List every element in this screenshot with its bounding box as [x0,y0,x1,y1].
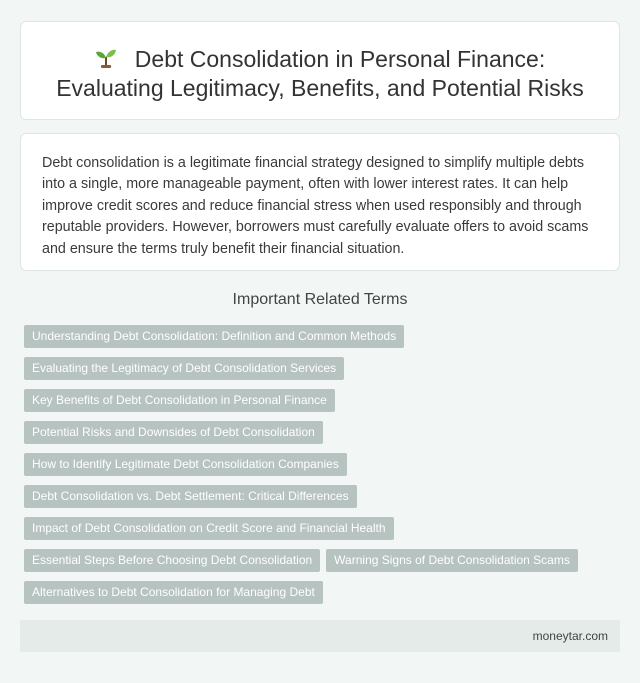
intro-card [20,133,620,271]
page-title [21,22,619,103]
intro-paragraph: Debt consolidation is a legitimate financial strategy designed to simplify multiple debts into a single, more manageable payment, often with lower interest rates. It can help improve credit scores and reduce financial stress when used responsibly and through reputable providers. However, borrowers must carefully evaluate offers to avoid scams and ensure the terms truly benefit their financial situation. [42,155,589,257]
related-terms-heading: Important Related Terms [232,291,408,308]
footer-site-link[interactable]: moneytar.com [532,629,608,643]
related-term-tag[interactable]: Essential Steps Before Choosing Debt Consolidation [24,549,320,572]
title-line-2: Evaluating Legitimacy, Benefits, and Potential Risks [56,75,584,101]
title-line-1: Debt Consolidation in Personal Finance: [134,46,546,72]
related-term-tag[interactable]: How to Identify Legitimate Debt Consolidation Companies [24,453,347,476]
sprout-icon [95,47,117,69]
related-term-tag[interactable]: Alternatives to Debt Consolidation for Managing Debt [24,581,323,604]
title-card [20,21,620,120]
related-term-tag[interactable]: Evaluating the Legitimacy of Debt Consolidation Services [24,357,344,380]
related-terms-list [24,325,620,613]
related-term-tag[interactable]: Impact of Debt Consolidation on Credit Score and Financial Health [24,517,394,540]
related-term-tag[interactable]: Debt Consolidation vs. Debt Settlement: Critical Differences [24,485,357,508]
related-term-tag[interactable]: Potential Risks and Downsides of Debt Consolidation [24,421,323,444]
related-term-tag[interactable]: Warning Signs of Debt Consolidation Scams [326,549,578,572]
related-term-tag[interactable]: Understanding Debt Consolidation: Definition and Common Methods [24,325,404,348]
footer [20,620,620,652]
related-term-tag[interactable]: Key Benefits of Debt Consolidation in Personal Finance [24,389,335,412]
